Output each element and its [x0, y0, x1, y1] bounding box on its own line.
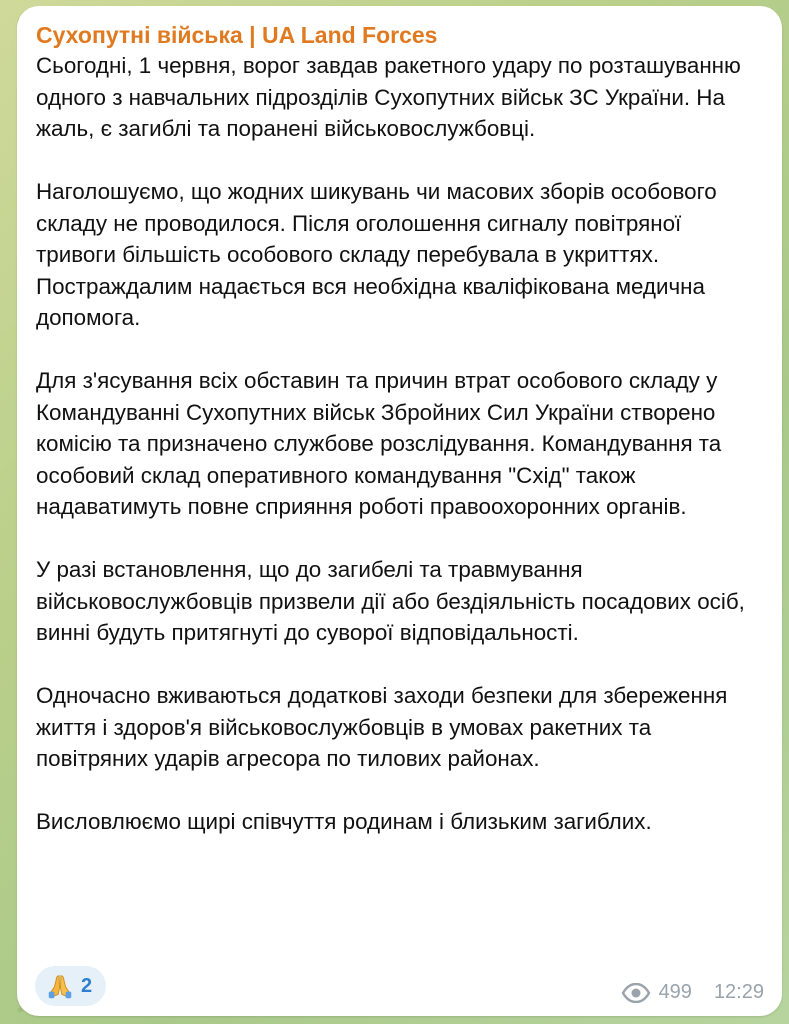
message-paragraph-6: Висловлюємо щирі співчуття родинам і близьким загиблих. [36, 809, 652, 834]
folded-hands-icon [45, 971, 75, 1001]
message-bubble [17, 6, 782, 1016]
eye-icon [621, 983, 651, 1003]
message-footer [35, 966, 764, 1008]
message-paragraph-4: У разі встановлення, що до загибелі та травмування військовослужбовців призвели дії або бездіяльність посадових осіб, винні будуть притягнуті до суворої відповідальності. [36, 557, 745, 645]
view-count: 499 [658, 981, 692, 1003]
reaction-button[interactable] [35, 966, 106, 1006]
channel-name[interactable]: Сухопутні війська | UA Land Forces [36, 22, 438, 48]
message-meta [621, 981, 764, 1004]
message-time: 12:29 [713, 981, 764, 1003]
message-paragraph-3: Для з'ясування всіх обставин та причин втрат особового складу у Командуванні Сухопутних військ Збройних Сил України створено комісію та призначено службове розслідування. Командування та особовий склад оперативного командування "Схід" також надаватимуть повне сприяння роботі правоохоронних органів. [36, 368, 722, 519]
reaction-count: 2 [81, 974, 93, 997]
message-paragraph-2: Наголошуємо, що жодних шикувань чи масових зборів особового складу не проводилося. Після оголошення сигналу повітряної тривоги більшість особового складу перебувала в укриттях. Постраждалим надається вся необхідна кваліфікована медична допомога. [36, 179, 717, 330]
message-text [36, 50, 764, 838]
message-paragraph-1: Сьогодні, 1 червня, ворог завдав ракетного удару по розташуванню одного з навчальних підрозділів Сухопутних військ ЗС України. На жаль, є загиблі та поранені військовослужбовці. [36, 53, 741, 141]
message-paragraph-5: Одночасно вживаються додаткові заходи безпеки для збереження життя і здоров'я військовослужбовців в умовах ракетних та повітряних ударів агресора по тилових районах. [36, 683, 728, 771]
